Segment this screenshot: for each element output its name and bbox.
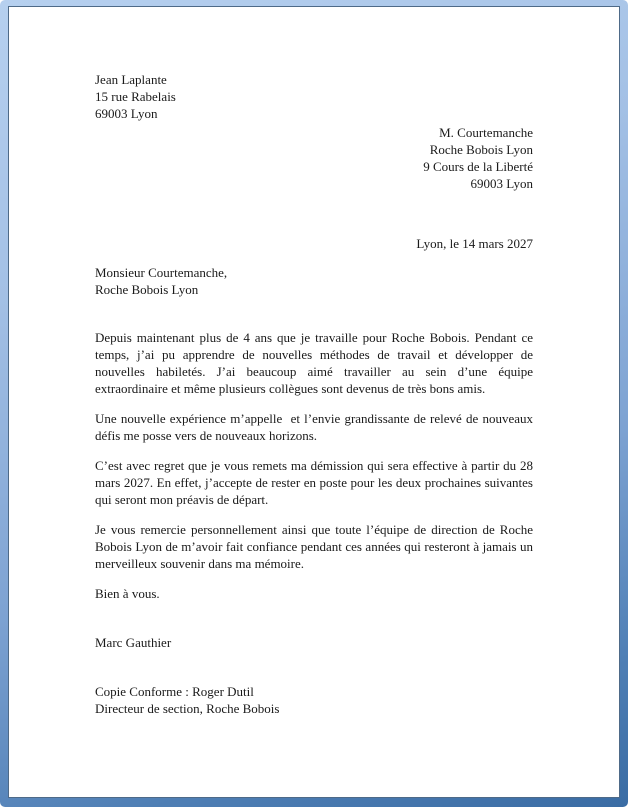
carbon-copy-line: Directeur de section, Roche Bobois <box>95 701 280 716</box>
carbon-copy-line: Copie Conforme : Roger Dutil <box>95 684 254 699</box>
recipient-address-line: M. Courtemanche <box>439 125 533 140</box>
body-paragraph: Je vous remercie personnellement ainsi que toute l’équipe de direction de Roche Bobois Lyon de m’avoir fait confiance pendant ces années qui resteront à jamais un merveilleux souvenir dans ma mémoire. <box>95 522 537 571</box>
recipient-address-line: 69003 Lyon <box>470 176 533 191</box>
recipient-address-line: 9 Cours de la Liberté <box>423 159 533 174</box>
salutation <box>95 264 533 298</box>
letter-body <box>95 329 537 572</box>
letter-page <box>8 6 620 798</box>
salutation-line: Monsieur Courtemanche, <box>95 265 228 280</box>
sender-address-line: Jean Laplante <box>95 72 167 87</box>
salutation-line: Roche Bobois Lyon <box>95 282 199 297</box>
carbon-copy <box>95 683 533 717</box>
sender-address <box>95 71 533 122</box>
recipient-address <box>95 124 533 192</box>
sender-address-line: 15 rue Rabelais <box>95 89 176 104</box>
sender-address-line: 69003 Lyon <box>95 106 158 121</box>
signature-name: Marc Gauthier <box>95 635 172 650</box>
closing-line: Bien à vous. <box>95 586 160 601</box>
body-paragraph: Une nouvelle expérience m’appelle et l’envie grandissante de relevé de nouveaux défis me posse vers de nouveaux horizons. <box>95 411 537 443</box>
body-paragraph: Depuis maintenant plus de 4 ans que je travaille pour Roche Bobois. Pendant ce temps, j’ai pu apprendre de nouvelles méthodes de travail et développer de nouvelles habiletés. J’ai beaucoup aimé travailler au sein d’une équipe extraordinaire et même plusieurs collègues sont devenus de très bons amis. <box>95 330 537 396</box>
recipient-address-line: Roche Bobois Lyon <box>429 142 533 157</box>
body-paragraph: C’est avec regret que je vous remets ma démission qui sera effective à partir du 28 mars 2027. En effet, j’accepte de rester en poste pour les deux prochaines suivantes qui seront mon préavis de départ. <box>95 458 537 507</box>
date-line: Lyon, le 14 mars 2027 <box>416 236 533 251</box>
